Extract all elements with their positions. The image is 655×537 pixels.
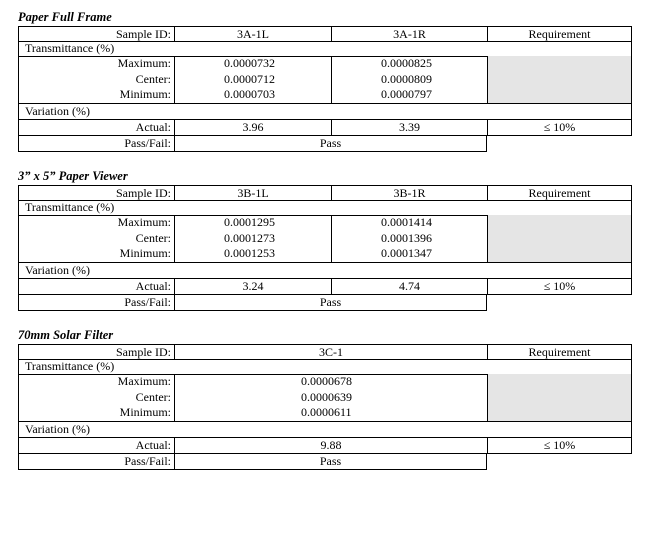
sample-id-row [18, 26, 632, 42]
trans-values-1 [174, 56, 331, 104]
transmittance-values [18, 56, 632, 104]
sample-id-label: Sample ID: [18, 185, 174, 201]
minimum-value: 0.0001347 [381, 246, 432, 261]
trans-values-2 [331, 215, 487, 263]
trans-labels [18, 56, 174, 104]
center-value: 0.0000639 [301, 389, 352, 404]
pass-fail-label: Pass/Fail: [18, 454, 174, 470]
variation-header: Variation (%) [18, 263, 632, 279]
minimum-value: 0.0000611 [301, 405, 352, 420]
center-value: 0.0001273 [224, 230, 275, 245]
transmittance-values [18, 215, 632, 263]
sample-id-row [18, 344, 632, 360]
requirement-value: ≤ 10% [487, 279, 632, 295]
center-value: 0.0000809 [381, 71, 432, 86]
trans-labels [18, 215, 174, 263]
section-paper-viewer [18, 169, 633, 315]
sample-id-1: 3A-1L [174, 26, 331, 42]
maximum-value: 0.0001295 [224, 215, 275, 229]
trans-values-1 [174, 215, 331, 263]
section-title: Paper Full Frame [18, 10, 112, 24]
maximum-label: Maximum: [117, 215, 171, 229]
minimum-label: Minimum: [119, 246, 171, 261]
actual-value-1: 3.24 [174, 279, 331, 295]
requirement-shaded-cell [487, 215, 632, 263]
minimum-value: 0.0000797 [381, 87, 432, 102]
section-solar-filter [18, 328, 633, 474]
sample-id-label: Sample ID: [18, 344, 174, 360]
actual-value-1: 9.88 [174, 438, 487, 454]
section-title: 70mm Solar Filter [18, 328, 114, 342]
section-paper-full-frame [18, 10, 633, 156]
pass-fail-value: Pass [174, 136, 487, 152]
center-label: Center: [135, 230, 171, 245]
sample-id-1: 3C-1 [174, 344, 487, 360]
minimum-value: 0.0001253 [224, 246, 275, 261]
trans-values-2 [331, 56, 487, 104]
requirement-header: Requirement [487, 26, 632, 42]
sample-id-2: 3A-1R [331, 26, 487, 42]
minimum-label: Minimum: [119, 405, 171, 420]
requirement-shaded-cell [487, 56, 632, 104]
pass-fail-row [18, 454, 487, 470]
pass-fail-label: Pass/Fail: [18, 136, 174, 152]
requirement-value: ≤ 10% [487, 438, 632, 454]
maximum-value: 0.0001414 [381, 215, 432, 229]
actual-row [18, 120, 632, 136]
maximum-value: 0.0000825 [381, 56, 432, 70]
center-label: Center: [135, 71, 171, 86]
actual-value-2: 4.74 [331, 279, 487, 295]
maximum-value: 0.0000732 [224, 56, 275, 70]
minimum-value: 0.0000703 [224, 87, 275, 102]
actual-label: Actual: [18, 438, 174, 454]
requirement-header: Requirement [487, 344, 632, 360]
center-value: 0.0000712 [224, 71, 275, 86]
requirement-shaded-cell [487, 374, 632, 422]
sample-id-row [18, 185, 632, 201]
maximum-label: Maximum: [117, 56, 171, 70]
variation-header: Variation (%) [18, 104, 632, 120]
minimum-label: Minimum: [119, 87, 171, 102]
sample-id-label: Sample ID: [18, 26, 174, 42]
actual-row [18, 438, 632, 454]
requirement-value: ≤ 10% [487, 120, 632, 136]
transmittance-values [18, 374, 632, 422]
trans-values-1 [174, 374, 487, 422]
sample-id-1: 3B-1L [174, 185, 331, 201]
center-value: 0.0001396 [381, 230, 432, 245]
actual-row [18, 279, 632, 295]
pass-fail-label: Pass/Fail: [18, 295, 174, 311]
pass-fail-row [18, 136, 487, 152]
pass-fail-value: Pass [174, 454, 487, 470]
trans-labels [18, 374, 174, 422]
maximum-value: 0.0000678 [301, 374, 352, 388]
variation-header: Variation (%) [18, 422, 632, 438]
transmittance-header: Transmittance (%) [18, 41, 632, 57]
maximum-label: Maximum: [117, 374, 171, 388]
actual-value-2: 3.39 [331, 120, 487, 136]
actual-label: Actual: [18, 120, 174, 136]
center-label: Center: [135, 389, 171, 404]
actual-value-1: 3.96 [174, 120, 331, 136]
pass-fail-value: Pass [174, 295, 487, 311]
section-title: 3” x 5” Paper Viewer [18, 169, 128, 183]
pass-fail-row [18, 295, 487, 311]
sample-id-2: 3B-1R [331, 185, 487, 201]
transmittance-header: Transmittance (%) [18, 359, 632, 375]
transmittance-header: Transmittance (%) [18, 200, 632, 216]
actual-label: Actual: [18, 279, 174, 295]
requirement-header: Requirement [487, 185, 632, 201]
